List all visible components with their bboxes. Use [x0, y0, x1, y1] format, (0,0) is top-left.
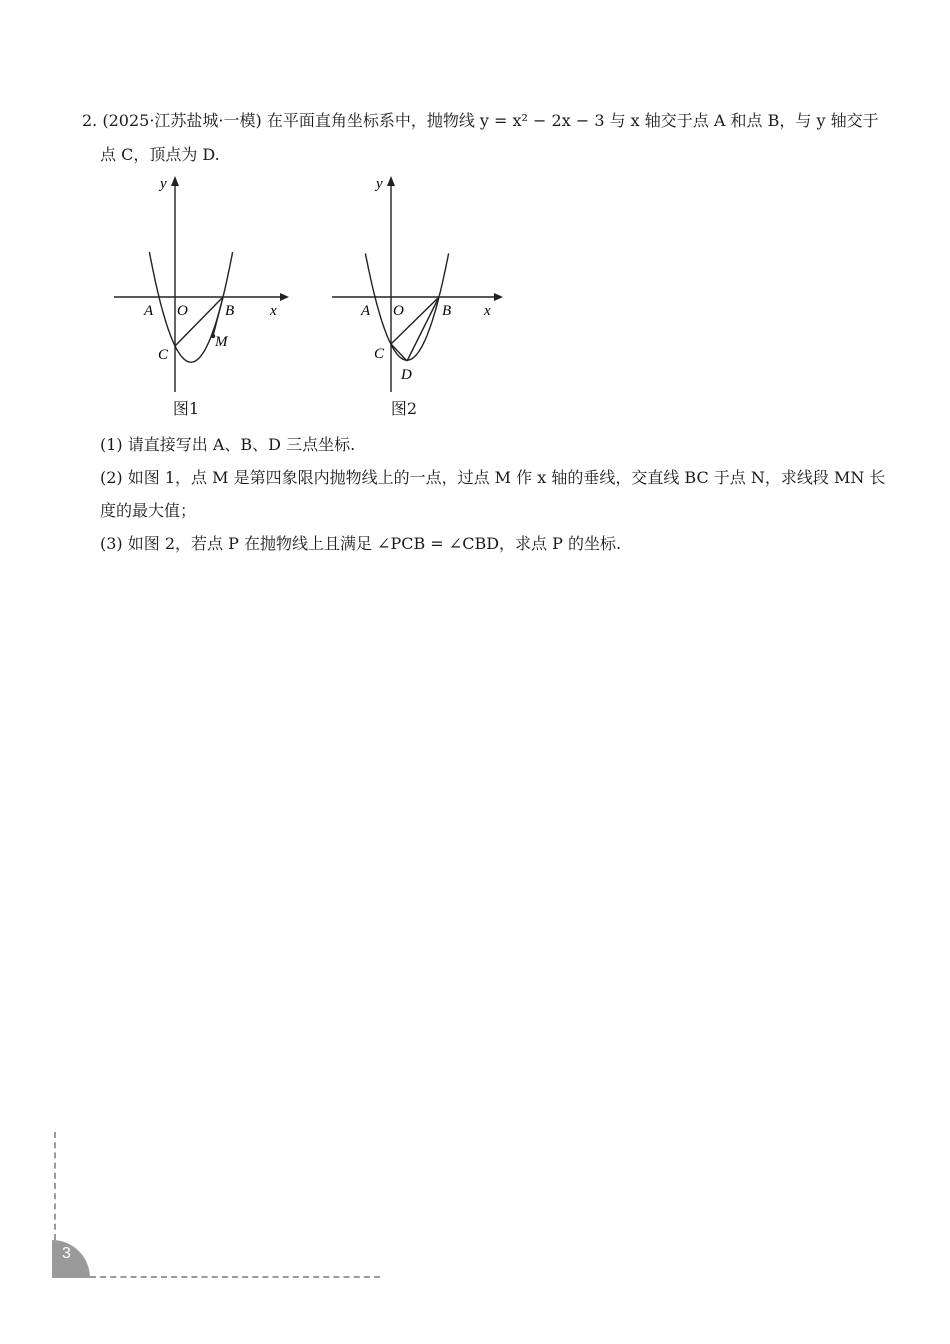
figure-1: [108, 172, 298, 418]
question-2-continued: 度的最大值；: [100, 501, 197, 520]
problem-text-1: (2025·江苏盐城·一模) 在平面直角坐标系中，抛物线 y = x² − 2x − 3 与 x 轴交于点 A 和点 B，与 y 轴交于: [102, 111, 879, 130]
y-axis-arrow: [171, 176, 179, 186]
x-axis-arrow: [280, 293, 289, 301]
label-x: x: [270, 303, 277, 319]
page-number: 3: [62, 1245, 71, 1262]
page-number-tab: [52, 1240, 90, 1278]
problem-number: 2.: [82, 111, 98, 130]
label-o: O: [177, 303, 188, 319]
problem-statement: [82, 104, 882, 172]
margin-dashed-line-horizontal: [90, 1276, 380, 1278]
label-x: x: [484, 303, 491, 319]
figure-1-caption: 图1: [172, 399, 200, 418]
figure-1-graph: [108, 172, 298, 392]
label-b: B: [225, 303, 235, 319]
segment-bd: [407, 297, 439, 361]
figures: [108, 172, 528, 427]
label-a: A: [144, 303, 154, 319]
parabola: [365, 253, 448, 360]
figure-2-caption: 图2: [390, 399, 418, 418]
question-2: (2) 如图 1，点 M 是第四象限内抛物线上的一点，过点 M 作 x 轴的垂线，交直线 BC 于点 N，求线段 MN 长: [100, 468, 886, 487]
segment-cd: [391, 344, 407, 361]
x-axis-arrow: [494, 293, 503, 301]
label-c: C: [158, 347, 169, 363]
problem-line-1: [82, 104, 882, 138]
figure-2: [326, 172, 516, 418]
problem-line-2: 点 C，顶点为 D.: [100, 145, 220, 164]
label-y: y: [160, 176, 167, 192]
figure-2-graph: [326, 172, 516, 392]
label-c: C: [374, 346, 385, 362]
label-o: O: [393, 303, 404, 319]
label-d: D: [401, 367, 412, 383]
question-3: (3) 如图 2，若点 P 在抛物线上且满足 ∠PCB = ∠CBD，求点 P 的坐标.: [100, 534, 622, 553]
label-a: A: [361, 303, 371, 319]
y-axis-arrow: [387, 176, 395, 186]
label-m: M: [215, 334, 228, 350]
label-b: B: [442, 303, 452, 319]
question-1: (1) 请直接写出 A、B、D 三点坐标.: [100, 435, 356, 454]
label-y: y: [376, 176, 383, 192]
questions: [100, 428, 890, 560]
margin-dashed-line-vertical: [54, 1132, 56, 1240]
